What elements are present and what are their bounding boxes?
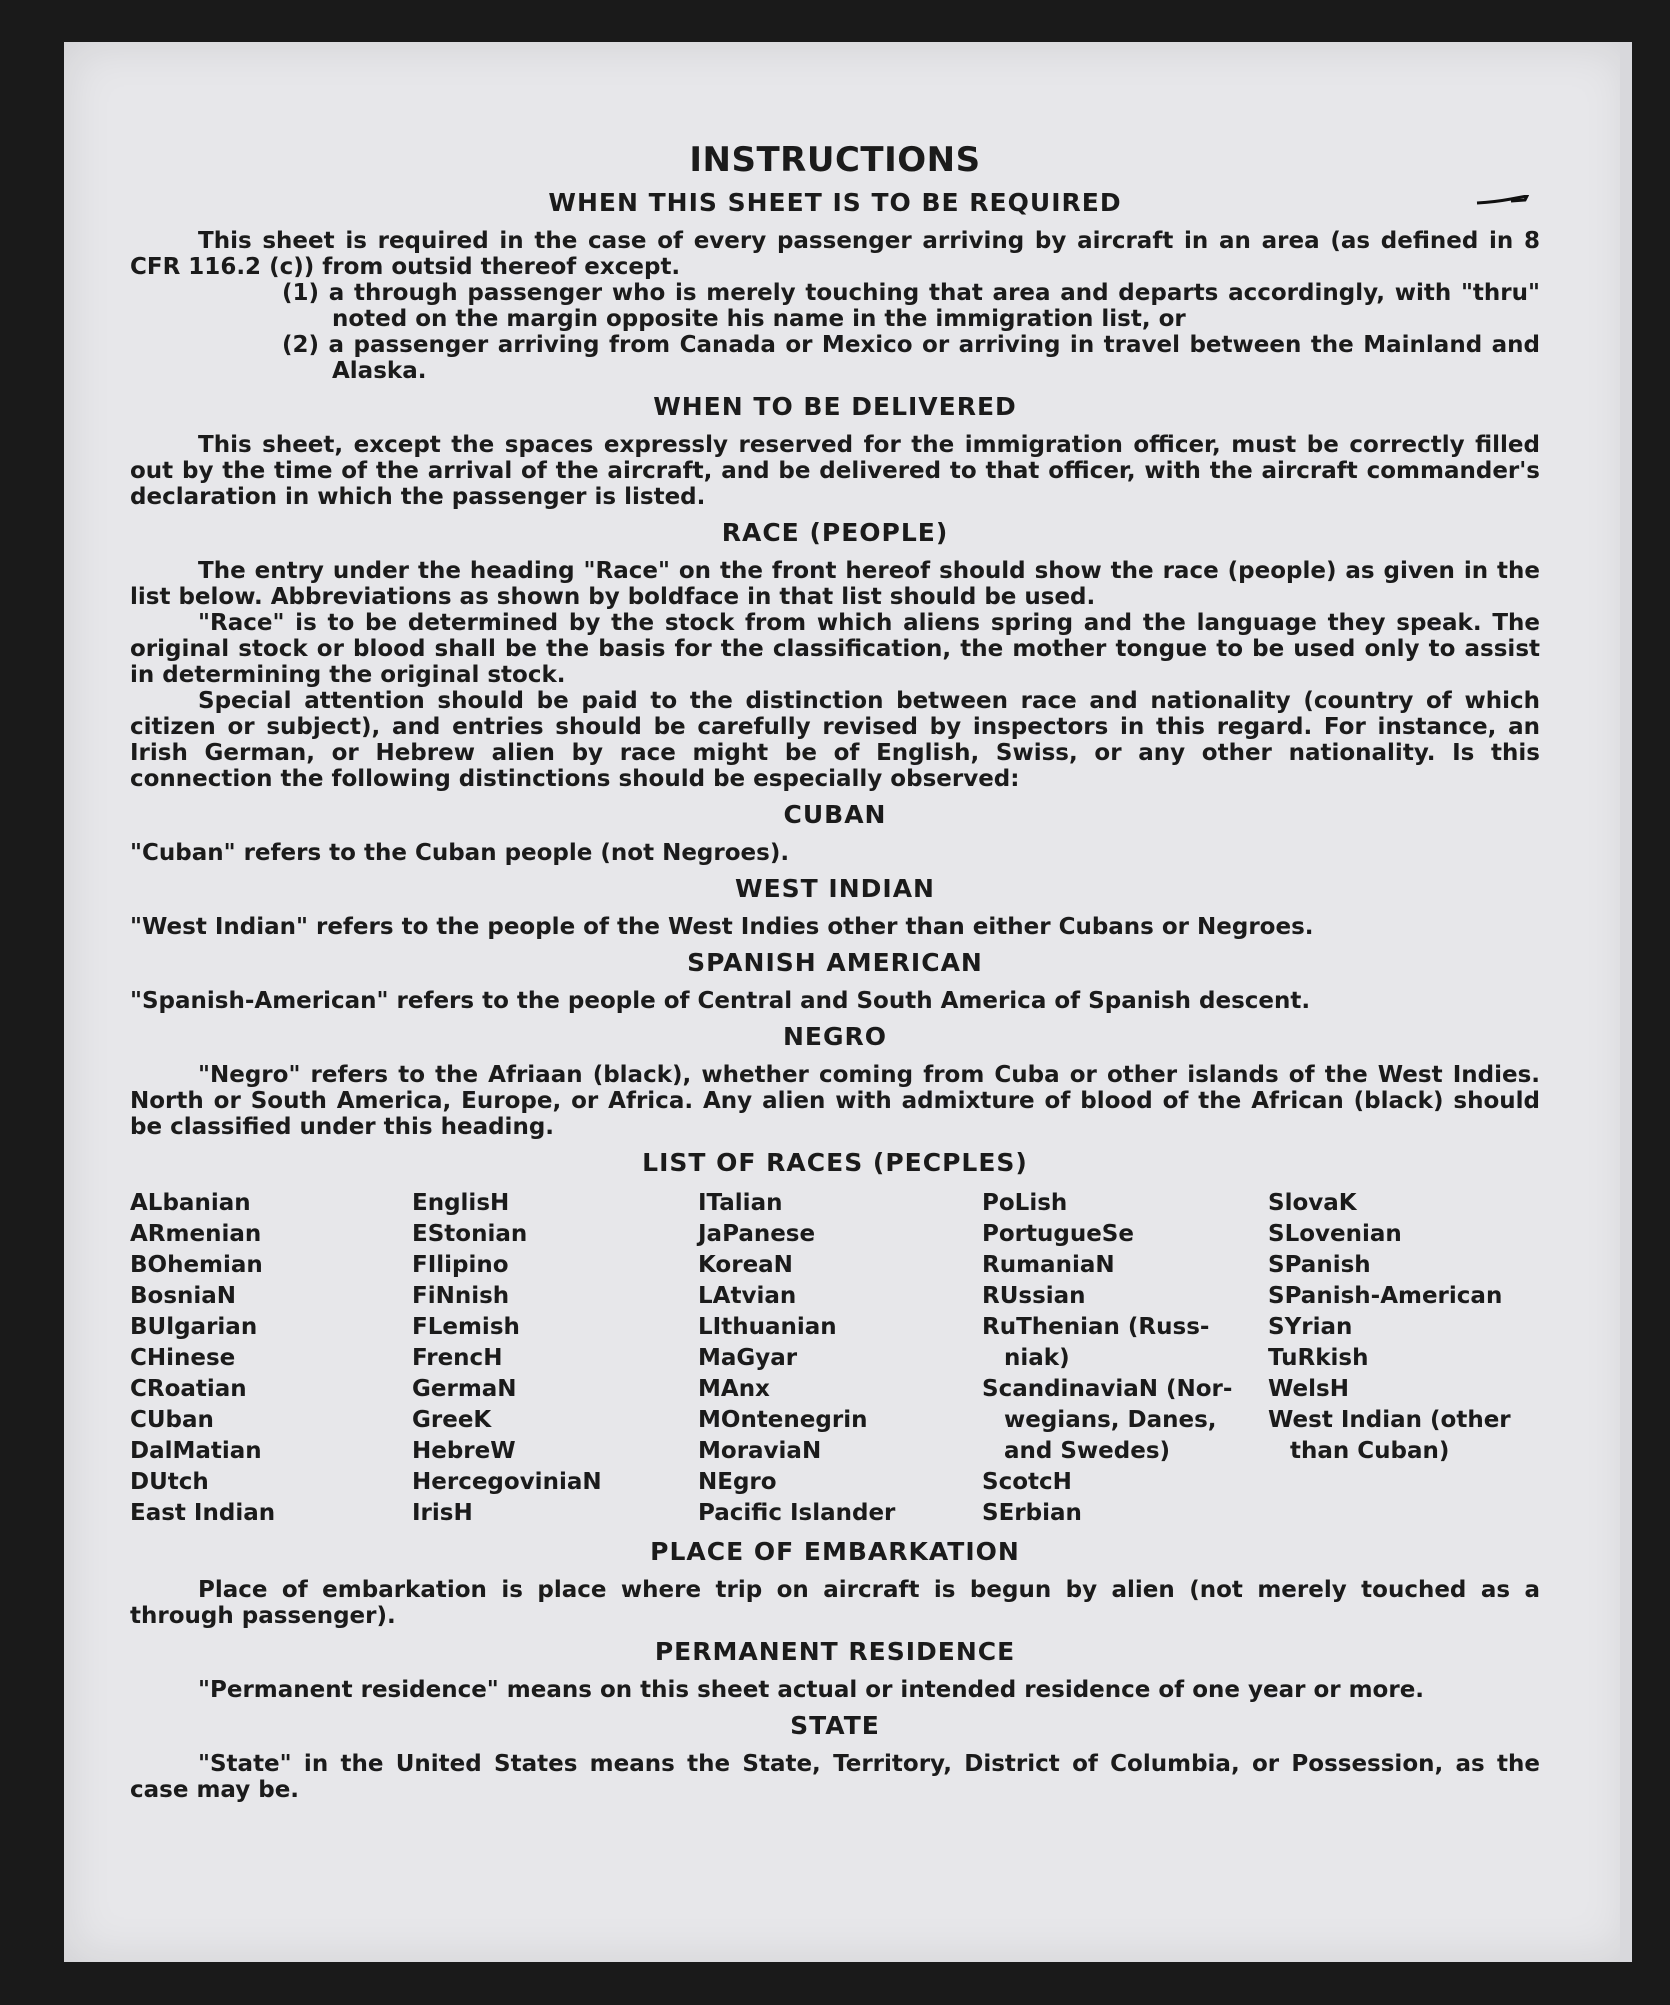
race-entry: IrisH xyxy=(412,1500,473,1526)
exception-item: (1) a through passenger who is merely touching that area and departs accordingly, with "thru" noted on the margin opposite his name in the immigration list, or xyxy=(282,280,1540,332)
races-column xyxy=(698,1188,982,1529)
races-column xyxy=(130,1188,412,1529)
race-entry: FrencH xyxy=(412,1345,503,1371)
race-entry: CRoatian xyxy=(130,1376,247,1402)
race-entry: FIlipino xyxy=(412,1252,509,1278)
race-entry: SPanish xyxy=(1268,1252,1371,1278)
instructions-document xyxy=(130,140,1540,1803)
race-entry: ITalian xyxy=(698,1190,783,1216)
races-column xyxy=(982,1188,1268,1529)
race-entry: ALbanian xyxy=(130,1190,251,1216)
race-paragraph: The entry under the heading "Race" on the front hereof should show the race (people) as given in the list below. Abbreviations as shown by boldface in that list should be used. xyxy=(130,558,1540,610)
exception-item: (2) a passenger arriving from Canada or Mexico or arriving in travel between the Mainland and Alaska. xyxy=(282,332,1540,384)
race-entry: DUtch xyxy=(130,1469,209,1495)
spanish-american-text: "Spanish-American" refers to the people of Central and South America of Spanish descent. xyxy=(130,988,1311,1014)
race-entry: PortugueSe xyxy=(982,1221,1134,1247)
heading-race: RACE (PEOPLE) xyxy=(721,518,949,547)
race-entry: HercegoviniaN xyxy=(412,1469,602,1495)
race-entry: MAnx xyxy=(698,1376,770,1402)
races-list xyxy=(130,1188,1540,1529)
race-entry: East Indian xyxy=(130,1500,276,1526)
race-entry: SYrian xyxy=(1268,1314,1353,1340)
race-paragraph: Special attention should be paid to the distinction between race and nationality (country of which citizen or subject), and entries should be carefully revised by inspectors in this regard. For instance, an Irish German, or Hebrew alien by race might be of English, Swiss, or any other nationality. Is this connection the following distinctions should be especially observed: xyxy=(130,688,1540,792)
page-title: INSTRUCTIONS xyxy=(689,140,981,180)
state-text: "State" in the United States means the State, Territory, District of Columbia, or Possession, as the case may be. xyxy=(130,1751,1540,1803)
race-entry: MaGyar xyxy=(698,1345,798,1371)
race-entry: GermaN xyxy=(412,1376,517,1402)
heading-cuban: CUBAN xyxy=(783,800,887,829)
heading-west-indian: WEST INDIAN xyxy=(735,874,935,903)
race-entry: MoraviaN xyxy=(698,1438,822,1464)
race-entry: NEgro xyxy=(698,1469,777,1495)
cuban-text: "Cuban" refers to the Cuban people (not Negroes). xyxy=(130,840,790,866)
page-edge xyxy=(1620,42,1632,1962)
heading-list-of-races: LIST OF RACES (PECPLES) xyxy=(642,1148,1028,1177)
race-entry: WelsH xyxy=(1268,1376,1349,1402)
race-entry: ARmenian xyxy=(130,1221,262,1247)
race-entry: RuThenian (Russ- xyxy=(982,1314,1210,1340)
race-entry: ScotcH xyxy=(982,1469,1072,1495)
race-entry: RUssian xyxy=(982,1283,1086,1309)
race-entry: LIthuanian xyxy=(698,1314,837,1340)
race-entry: SPanish-American xyxy=(1268,1283,1503,1309)
race-entry: ScandinaviaN (Nor- xyxy=(982,1376,1233,1402)
race-entry: FLemish xyxy=(412,1314,520,1340)
west-indian-text: "West Indian" refers to the people of the West Indies other than either Cubans or Negroes. xyxy=(130,914,1314,940)
race-entry: BOhemian xyxy=(130,1252,263,1278)
race-entry: than Cuban) xyxy=(1290,1438,1450,1464)
race-entry: CHinese xyxy=(130,1345,236,1371)
race-entry: JaPanese xyxy=(698,1221,816,1247)
race-entry: DalMatian xyxy=(130,1438,262,1464)
race-entry: GreeK xyxy=(412,1407,492,1433)
race-entry: SLovenian xyxy=(1268,1221,1402,1247)
heading-spanish-american: SPANISH AMERICAN xyxy=(687,948,983,977)
race-entry: BUlgarian xyxy=(130,1314,258,1340)
heading-place-of-embarkation: PLACE OF EMBARKATION xyxy=(650,1537,1020,1566)
race-entry: wegians, Danes, xyxy=(1004,1407,1217,1433)
delivered-text: This sheet, except the spaces expressly reserved for the immigration officer, must be correctly filled out by the time of the arrival of the aircraft, and be delivered to that officer, with the aircraft commander's declaration in which the passenger is listed. xyxy=(130,432,1540,510)
heading-when-required: WHEN THIS SHEET IS TO BE REQUIRED xyxy=(548,188,1122,217)
heading-state: STATE xyxy=(790,1711,880,1740)
negro-text: "Negro" refers to the Afriaan (black), whether coming from Cuba or other islands of the West Indies. North or South America, Europe, or Africa. Any alien with admixture of blood of the African (black) should be classified under this heading. xyxy=(130,1062,1540,1140)
race-entry: RumaniaN xyxy=(982,1252,1115,1278)
race-entry: EStonian xyxy=(412,1221,528,1247)
race-entry: LAtvian xyxy=(698,1283,797,1309)
required-intro: This sheet is required in the case of every passenger arriving by aircraft in an area (as defined in 8 CFR 116.2 (c)) from outsid thereof except. xyxy=(130,228,1540,280)
race-entry: KoreaN xyxy=(698,1252,793,1278)
race-entry: West Indian (other xyxy=(1268,1407,1511,1433)
race-entry: Pacific Islander xyxy=(698,1500,896,1526)
race-entry: EnglisH xyxy=(412,1190,510,1216)
race-entry: HebreW xyxy=(412,1438,516,1464)
race-entry: PoLish xyxy=(982,1190,1068,1216)
residence-text: "Permanent residence" means on this sheet actual or intended residence of one year or more. xyxy=(198,1677,1425,1703)
race-paragraph: "Race" is to be determined by the stock from which aliens spring and the language they speak. The original stock or blood shall be the basis for the classification, the mother tongue to be used only to assist in determining the original stock. xyxy=(130,610,1540,688)
race-entry: SErbian xyxy=(982,1500,1082,1526)
race-entry: FiNnish xyxy=(412,1283,510,1309)
race-entry: TuRkish xyxy=(1268,1345,1369,1371)
race-entry: SlovaK xyxy=(1268,1190,1357,1216)
races-column xyxy=(412,1188,698,1529)
heading-negro: NEGRO xyxy=(782,1022,888,1051)
races-column xyxy=(1268,1188,1540,1529)
race-entry: MOntenegrin xyxy=(698,1407,868,1433)
race-entry: CUban xyxy=(130,1407,214,1433)
heading-permanent-residence: PERMANENT RESIDENCE xyxy=(654,1637,1016,1666)
heading-when-delivered: WHEN TO BE DELIVERED xyxy=(653,392,1017,421)
race-entry: and Swedes) xyxy=(1004,1438,1171,1464)
race-entry: BosniaN xyxy=(130,1283,237,1309)
race-entry: niak) xyxy=(1004,1345,1070,1371)
embarkation-text: Place of embarkation is place where trip on aircraft is begun by alien (not merely touched as a through passenger). xyxy=(130,1577,1540,1629)
